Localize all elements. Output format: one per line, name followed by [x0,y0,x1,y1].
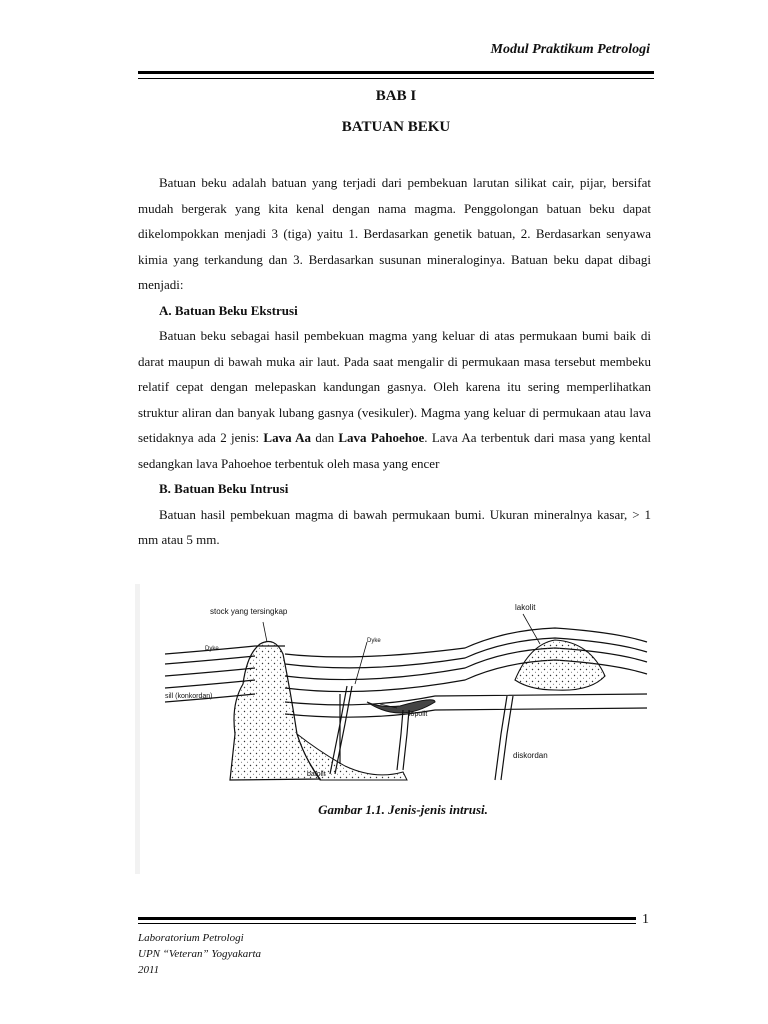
footer-rule-thick [138,917,636,920]
section-b-heading: B. Batuan Beku Intrusi [159,481,289,496]
running-header: Modul Praktikum Petrologi [490,42,650,57]
label-dyke-2: Dyke [367,638,381,644]
section-a-connector: dan [311,430,339,445]
section-b-paragraph: Batuan hasil pembekuan magma di bawah permukaan bumi. Ukuran mineralnya kasar, > 1 mm atau 5 mm. [138,506,651,547]
label-batolit: batolit [307,771,326,778]
footer-block [138,930,261,978]
footer-university: UPN “Veteran” Yogyakarta [138,948,262,960]
term-lava-aa: Lava Aa [263,430,312,445]
page-number: 1 [642,912,649,927]
label-stock: stock yang tersingkap [210,607,288,616]
header-rule-thick [138,71,654,74]
body-text [138,170,651,553]
section-a-heading: A. Batuan Beku Ekstrusi [159,302,298,318]
footer-year: 2011 [138,964,160,976]
intro-paragraph: Batuan beku adalah batuan yang terjadi dari pembekuan larutan silikat cair, pijar, bersifat mudah bergerak yang kita kenal dengan nama magma. Penggolongan batuan beku dapat dikelompokkan menjadi 3 (tiga) yaitu 1. Berdasarkan genetik batuan, 2. Berdasarkan senyawa kimia yang terkandung dan 3. Berdasarkan susunan mineraloginya. Batuan beku dapat dibagi menjadi: [138,175,651,292]
section-a-paragraph [138,323,651,476]
label-diskordan: diskordan [513,751,548,760]
footer-rule-thin [138,923,636,924]
chapter-title: BATUAN BEKU [341,119,451,135]
section-a-text2: . Lava Aa terbentuk dari masa yang kental sedangkan lava Pahoehoe terbentuk oleh masa yang encer [138,430,651,471]
term-lava-pahoehoe: Lava Pahoehoe [338,430,425,445]
section-a-text1: Batuan beku sebagai hasil pembekuan magma yang keluar di atas permukaan bumi baik di darat maupun di bawah muka air laut. Pada saat mengalir di permukaan masa tersebut membeku relatif cepat dengan melepaskan kandungan gasnya. Oleh karena itu sering memperlihatkan struktur aliran dan banyak lubang gasnya (vesikuler). Magma yang keluar di permukaan atau lava setidaknya ada 2 jenis: [138,328,651,445]
label-dyke-1: Dyke [205,646,219,652]
figure-caption: Gambar 1.1. Jenis-jenis intrusi. [318,802,488,817]
label-lopolit: lopolit [409,711,428,718]
intrusion-figure [135,584,650,874]
chapter-number: BAB I [375,88,417,104]
label-lakolit: lakolit [515,603,536,612]
label-sill: sill (konkordan) [165,693,213,700]
intrusion-diagram [135,584,650,874]
header-rule-thin [138,78,654,79]
footer-lab: Laboratorium Petrologi [138,932,244,944]
